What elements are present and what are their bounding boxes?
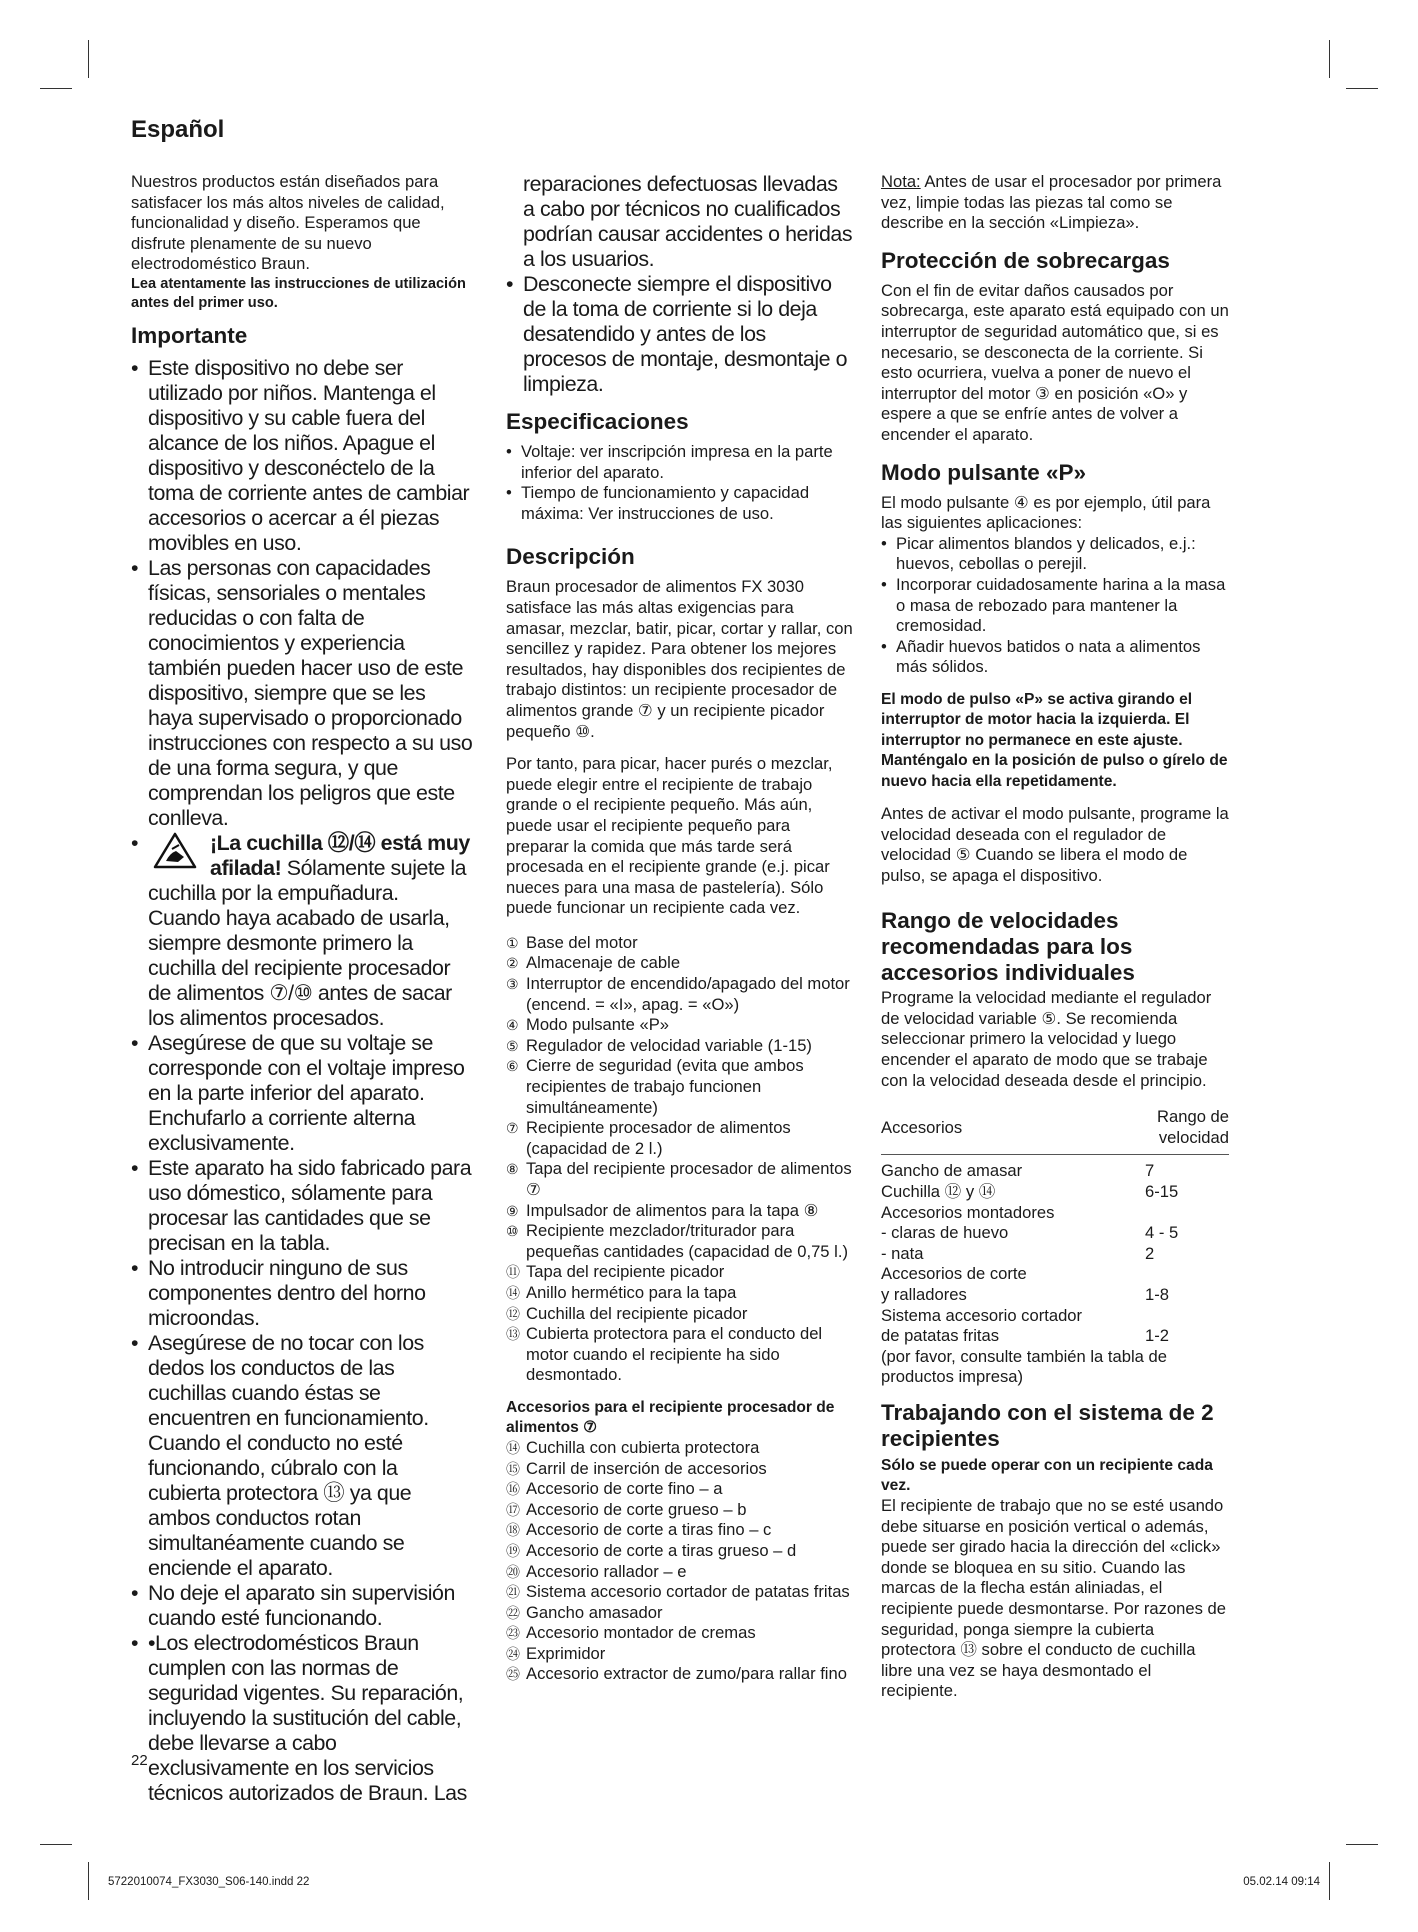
list-item-text: Gancho amasador <box>526 1602 663 1622</box>
item-number-marker: ⑳ <box>506 1563 520 1580</box>
column-2 <box>506 172 854 1685</box>
list-item-text: Sistema accesorio cortador de patatas fritas <box>526 1582 850 1602</box>
table-row <box>881 1223 1229 1244</box>
table-cell-speed: 7 <box>1145 1161 1155 1181</box>
list-item-text: No introducir ninguno de sus componentes dentro del horno microondas. <box>148 1255 426 1330</box>
crop-mark <box>1329 40 1330 78</box>
list-item <box>506 272 854 397</box>
item-number-marker: ⑬ <box>506 1326 520 1343</box>
list-item-text: Tapa del recipiente procesador de alimentos ⑦ <box>526 1159 852 1199</box>
list-item <box>506 1221 854 1262</box>
intro-paragraph: Nuestros productos están diseñados para satisfacer los más altos niveles de calidad, funcionalidad y diseño. Esperamos que disfrute plenamente de su nuevo electrodoméstico Braun. <box>131 172 445 274</box>
disconnect-text: Desconecte siempre el dispositivo de la toma de corriente si lo deja desatendido y antes de los procesos de montaje, desmontaje o limpieza. <box>523 272 848 396</box>
table-row <box>881 1306 1229 1327</box>
item-number-marker: ㉕ <box>506 1666 520 1683</box>
table-cell-accessory: Accesorios montadores <box>881 1202 1055 1222</box>
table-cell-speed <box>1145 1306 1229 1327</box>
desc-paragraph-1: Braun procesador de alimentos FX 3030 satisface las más altas exigencias para amasar, mezclar, batir, picar, cortar y rallar, con sencillez y rapidez. Para obtener los mejores resultados, hay disponibles dos recipientes de trabajo distintos: un recipiente procesador de alimentos grande ⑦ y un recipiente picador pequeño ⑩. <box>506 577 853 741</box>
desc-paragraph-2: Por tanto, para picar, hacer purés o mezclar, puede elegir entre el recipiente de trabajo grande o el recipiente pequeño. Más aún, puede usar el recipiente pequeño para preparar la comida que más tarde será procesada en el recipiente grande (e.j. picar nueces para una masa de pastelería). Sólo puede funcionar un recipiente cada vez. <box>506 754 833 918</box>
table-cell-accessory: Cuchilla ⑫ y ⑭ <box>881 1182 996 1202</box>
item-number-marker: ⑫ <box>506 1305 520 1322</box>
list-item <box>506 1562 854 1583</box>
note-text: Antes de usar el procesador por primera vez, limpie todas las piezas tal como se describe en la sección «Limpieza». <box>881 172 1222 233</box>
slug-filename: 5722010074_FX3030_S06-140.indd 22 <box>108 1876 310 1888</box>
list-item <box>506 1603 854 1624</box>
crop-mark <box>1346 88 1378 89</box>
list-item <box>506 1520 854 1541</box>
table-row <box>881 1326 1229 1347</box>
speed-table <box>881 1107 1229 1347</box>
table-cell-accessory: - claras de huevo <box>881 1223 1009 1243</box>
list-item-text: Este dispositivo no debe ser utilizado por niños. Mantenga el dispositivo y su cable fuera del alcance de los niños. Apague el dispositivo y desconéctelo de la toma de corriente antes de cambiar accesorios o acercar a él piezas movibles en uso. <box>148 355 470 555</box>
table-header-speed: Rango de velocidad <box>1145 1107 1229 1155</box>
item-number-marker: ⑦ <box>506 1120 519 1137</box>
list-item-text: Incorporar cuidadosamente harina a la masa o masa de rebozado para mantener la cremosidad. <box>896 574 1226 636</box>
list-item-text: Recipiente procesador de alimentos (capacidad de 2 l.) <box>526 1118 791 1158</box>
pulse-bold: El modo de pulso «P» se activa girando el interruptor de motor hacia la izquierda. El interruptor no permanece en este ajuste. Manténgalo en la posición de pulso o gírelo de nuevo hacia ella repetidamente. <box>881 690 1228 790</box>
desc-heading: Descripción <box>506 544 635 570</box>
two-bowl-heading: Trabajando con el sistema de 2 recipientes <box>881 1399 1214 1451</box>
list-item <box>506 1541 854 1562</box>
list-item-text: Cuchilla con cubierta protectora <box>526 1437 760 1457</box>
list-item-text: Carril de inserción de accesorios <box>526 1458 767 1478</box>
item-number-marker: ⑥ <box>506 1058 519 1075</box>
list-item <box>506 1582 854 1603</box>
list-item <box>506 1262 854 1283</box>
list-item <box>506 1459 854 1480</box>
list-item-text: Accesorio de corte grueso – b <box>526 1499 747 1519</box>
table-cell-speed: 6-15 <box>1145 1182 1179 1202</box>
accessories-heading: Accesorios para el recipiente procesador de alimentos ⑦ <box>506 1398 835 1436</box>
table-cell-accessory: Accesorios de corte <box>881 1264 1027 1284</box>
list-item <box>131 356 473 556</box>
list-item-text: Base del motor <box>526 932 638 952</box>
spec-heading: Especificaciones <box>506 409 689 434</box>
list-item-text: Cierre de seguridad (evita que ambos recipientes de trabajo funcionen simultáneamente) <box>526 1056 804 1117</box>
list-item <box>506 953 854 974</box>
warning-bold: ¡La cuchilla ⑫/⑭ está muy afilada! <box>210 830 470 880</box>
item-number-marker: ③ <box>506 976 519 993</box>
important-list <box>131 356 473 831</box>
item-number-marker: ㉔ <box>506 1645 520 1662</box>
item-number-marker: ⑮ <box>506 1460 520 1477</box>
two-bowl-bold: Sólo se puede operar con un recipiente cada vez. <box>881 1456 1213 1494</box>
crop-mark <box>88 1862 89 1900</box>
item-number-marker: ② <box>506 955 519 972</box>
list-item <box>506 1644 854 1665</box>
hand-blade-warning-icon <box>152 831 198 871</box>
item-number-marker: ⑱ <box>506 1522 520 1539</box>
list-item-text: Exprimidor <box>526 1643 606 1663</box>
speed-text: Programe la velocidad mediante el regulador de velocidad variable ⑤. Se recomienda seleccionar primero la velocidad y luego encender el aparato de modo que se trabaje con la velocidad deseada desde el principio. <box>881 988 1212 1090</box>
item-number-marker: ① <box>506 934 519 951</box>
list-item-text: Anillo hermético para la tapa <box>526 1282 737 1302</box>
item-number-marker: ⑭ <box>506 1439 520 1456</box>
list-item <box>881 637 1229 678</box>
table-cell-accessory: - nata <box>881 1243 924 1263</box>
item-number-marker: ⑭ <box>506 1284 520 1301</box>
list-item <box>506 172 854 272</box>
list-item-text: Regulador de velocidad variable (1-15) <box>526 1035 812 1055</box>
list-item-text: Accesorio de corte a tiras fino – c <box>526 1520 772 1540</box>
continued-text: reparaciones defectuosas llevadas a cabo por técnicos no cualificados podrían causar accidentes o heridas a los usuarios. <box>523 172 853 271</box>
list-item-text: Modo pulsante «P» <box>526 1015 669 1035</box>
list-item-text: Accesorio montador de cremas <box>526 1623 756 1643</box>
table-cell-speed: 2 <box>1145 1243 1155 1263</box>
list-item <box>881 534 1229 575</box>
overload-text: Con el fin de evitar daños causados por sobrecarga, este aparato está equipado con un interruptor de seguridad automático que, si es necesario, se desconecta de la corriente. Si esto ocurriera, vuelva a poner de nuevo el interruptor del motor ③ en posición «O» y espere a que se enfríe antes de volver a encender el aparato. <box>881 280 1229 444</box>
list-item <box>506 1159 854 1200</box>
list-item-text: Asegúrese de no tocar con los dedos los conductos de las cuchillas cuando éstas se encuentren en funcionamiento. Cuando el conducto no esté funcionando, cúbralo con la cubierta protectora ⑬ ya que ambos conductos rotan simultanéamente cuando se enciende el aparato. <box>148 1330 429 1580</box>
important-list-2 <box>131 1031 473 1806</box>
list-item <box>506 1056 854 1118</box>
list-item <box>506 1283 854 1304</box>
table-cell-accessory: Sistema accesorio cortador <box>881 1305 1083 1325</box>
list-item-text: •Los electrodomésticos Braun cumplen con las normas de seguridad vigentes. Su reparación, incluyendo la sustitución del cable, debe llevarse a cabo exclusivamente en los servicios técnicos autorizados de Braun. Las <box>148 1630 467 1805</box>
list-item <box>506 1479 854 1500</box>
list-item <box>506 1664 854 1685</box>
pulse-intro: El modo pulsante ④ es por ejemplo, útil para las siguientes aplicaciones: <box>881 492 1211 533</box>
item-number-marker: ⑨ <box>506 1202 519 1219</box>
list-item-text: Asegúrese de que su voltaje se corresponde con el voltaje impreso en la parte inferior del aparato. Enchufarlo a corriente alterna exclusivamente. <box>148 1030 465 1155</box>
list-item <box>506 1500 854 1521</box>
speed-heading: Rango de velocidades recomendadas para los accesorios individuales <box>881 908 1135 986</box>
crop-mark <box>88 40 89 78</box>
list-item <box>881 575 1229 637</box>
list-item-text: Accesorio de corte a tiras grueso – d <box>526 1540 797 1560</box>
item-number-marker: ⑯ <box>506 1481 520 1498</box>
list-item-text: Almacenaje de cable <box>526 953 681 973</box>
slug-date: 05.02.14 09:14 <box>1243 1876 1320 1888</box>
list-item-text: Este aparato ha sido fabricado para uso dómestico, sólamente para procesar las cantidades que se precisan en la tabla. <box>148 1155 472 1255</box>
item-number-marker: ④ <box>506 1017 519 1034</box>
list-item <box>506 974 854 1015</box>
list-item-text: Cuchilla del recipiente picador <box>526 1303 748 1323</box>
list-item <box>506 1201 854 1222</box>
item-number-marker: ⑧ <box>506 1161 519 1178</box>
list-item <box>506 1015 854 1036</box>
list-item-text: Accesorio rallador – e <box>526 1561 687 1581</box>
important-heading: Importante <box>131 322 248 348</box>
crop-mark <box>1346 1844 1378 1845</box>
parts-list <box>506 933 854 1386</box>
pulse-text: Antes de activar el modo pulsante, programe la velocidad deseada con el regulador de velocidad ⑤ Cuando se libera el modo de pulso, se apaga el dispositivo. <box>881 803 1229 885</box>
list-item <box>131 1331 473 1581</box>
list-item-text: Cubierta protectora para el conducto del motor cuando el recipiente ha sido desmontado. <box>526 1324 823 1385</box>
list-item-text: Las personas con capacidades físicas, sensoriales o mentales reducidas o con falta de conocimientos y experiencia también pueden hacer uso de este dispositivo, siempre que se les haya supervisado o proporcionado instrucciones con respecto a su uso de una forma segura, y que comprendan los peligros que este conlleva. <box>148 555 473 830</box>
crop-mark <box>40 88 72 89</box>
pulse-list <box>881 534 1229 678</box>
item-number-marker: ⑪ <box>506 1264 520 1281</box>
item-number-marker: ㉒ <box>506 1604 520 1621</box>
table-header-accessories: Accesorios <box>881 1107 1145 1155</box>
list-item <box>131 1631 473 1806</box>
list-item-text: No deje el aparato sin supervisión cuando esté funcionando. <box>148 1580 455 1630</box>
spec-list <box>506 442 854 524</box>
item-number-marker: ㉑ <box>506 1584 520 1601</box>
table-note: (por favor, consulte también la tabla de productos impresa) <box>881 1346 1167 1387</box>
item-number-marker: ⑰ <box>506 1501 520 1518</box>
warning-text: Sólamente sujete la cuchilla por la empuñadura. Cuando haya acabado de usarla, siempre desmonte primero la cuchilla del recipiente procesador de alimentos ⑦/⑩ antes de sacar los alimentos procesados. <box>148 855 467 1030</box>
table-cell-speed <box>1145 1264 1229 1285</box>
table-row <box>881 1244 1229 1265</box>
list-item <box>506 1438 854 1459</box>
list-item-text: Impulsador de alimentos para la tapa ⑧ <box>526 1200 819 1220</box>
table-cell-speed: 1-8 <box>1145 1285 1169 1304</box>
list-item <box>506 442 854 483</box>
overload-heading: Protección de sobrecargas <box>881 247 1170 273</box>
list-item <box>506 1036 854 1057</box>
list-item-text: Tiempo de funcionamiento y capacidad máxima: Ver instrucciones de uso. <box>521 483 810 523</box>
table-row <box>881 1285 1229 1306</box>
list-item <box>131 1581 473 1631</box>
table-row <box>881 1203 1229 1224</box>
page-number: 22 <box>131 1752 148 1769</box>
table-cell-speed <box>1145 1203 1229 1224</box>
intro-bold: Lea atentamente las instrucciones de utilización antes del primer uso. <box>131 275 466 311</box>
bullet: • <box>131 830 139 855</box>
table-row <box>881 1264 1229 1285</box>
intro-text <box>131 172 473 313</box>
list-item-text: Picar alimentos blandos y delicados, e.j.: huevos, cebollas o perejil. <box>896 533 1196 574</box>
table-cell-accessory: Gancho de amasar <box>881 1161 1023 1181</box>
list-item <box>131 556 473 831</box>
table-cell-speed: 4 - 5 <box>1145 1223 1179 1243</box>
note-label: Nota: <box>881 172 921 191</box>
list-item <box>506 483 854 524</box>
list-item <box>131 1256 473 1331</box>
list-item-text: Voltaje: ver inscripción impresa en la parte inferior del aparato. <box>521 442 833 482</box>
table-cell-accessory: y ralladores <box>881 1285 967 1304</box>
list-item-text: Interruptor de encendido/apagado del motor (encend. = «I», apag. = «O») <box>526 974 850 1014</box>
two-bowl-text: El recipiente de trabajo que no se esté usando debe situarse en posición vertical o además, puede ser girado hacia la dirección del «click» donde se bloquea en su sitio. Cuando las marcas de la flecha están aliniadas, el recipiente puede desmontarse. Por razones de seguridad, ponga siempre la cubierta protectora ⑬ sobre el conducto de cuchilla libre una vez se haya desmontado el recipiente. <box>881 1495 1226 1701</box>
table-cell-accessory: de patatas fritas <box>881 1326 1000 1346</box>
page-title: Español <box>131 116 225 143</box>
accessories-list <box>506 1438 854 1685</box>
crop-mark <box>1329 1862 1330 1900</box>
list-item <box>506 1623 854 1644</box>
item-number-marker: ⑤ <box>506 1037 519 1054</box>
item-number-marker: ⑩ <box>506 1223 519 1240</box>
list-item <box>506 1118 854 1159</box>
pulse-heading: Modo pulsante «P» <box>881 459 1087 485</box>
warning-blade <box>131 831 473 1031</box>
item-number-marker: ㉓ <box>506 1625 520 1642</box>
list-item-text: Accesorio extractor de zumo/para rallar fino <box>526 1664 847 1684</box>
list-item-text: Accesorio de corte fino – a <box>526 1479 723 1499</box>
list-item <box>131 1156 473 1256</box>
item-number-marker: ⑲ <box>506 1542 520 1559</box>
table-row <box>881 1182 1229 1203</box>
column-3 <box>881 172 1229 1714</box>
list-item-text: Recipiente mezclador/triturador para pequeñas cantidades (capacidad de 0,75 l.) <box>526 1221 848 1261</box>
list-item-text: Tapa del recipiente picador <box>526 1262 725 1282</box>
list-item <box>506 1324 854 1386</box>
list-item <box>131 1031 473 1156</box>
list-item-text: Añadir huevos batidos o nata a alimentos más sólidos. <box>896 636 1201 677</box>
list-item <box>506 1304 854 1325</box>
column-1 <box>131 172 473 1806</box>
crop-mark <box>40 1844 72 1845</box>
list-item <box>506 933 854 954</box>
table-row <box>881 1155 1229 1182</box>
note-paragraph <box>881 172 1229 234</box>
table-cell-speed: 1-2 <box>1145 1326 1169 1346</box>
